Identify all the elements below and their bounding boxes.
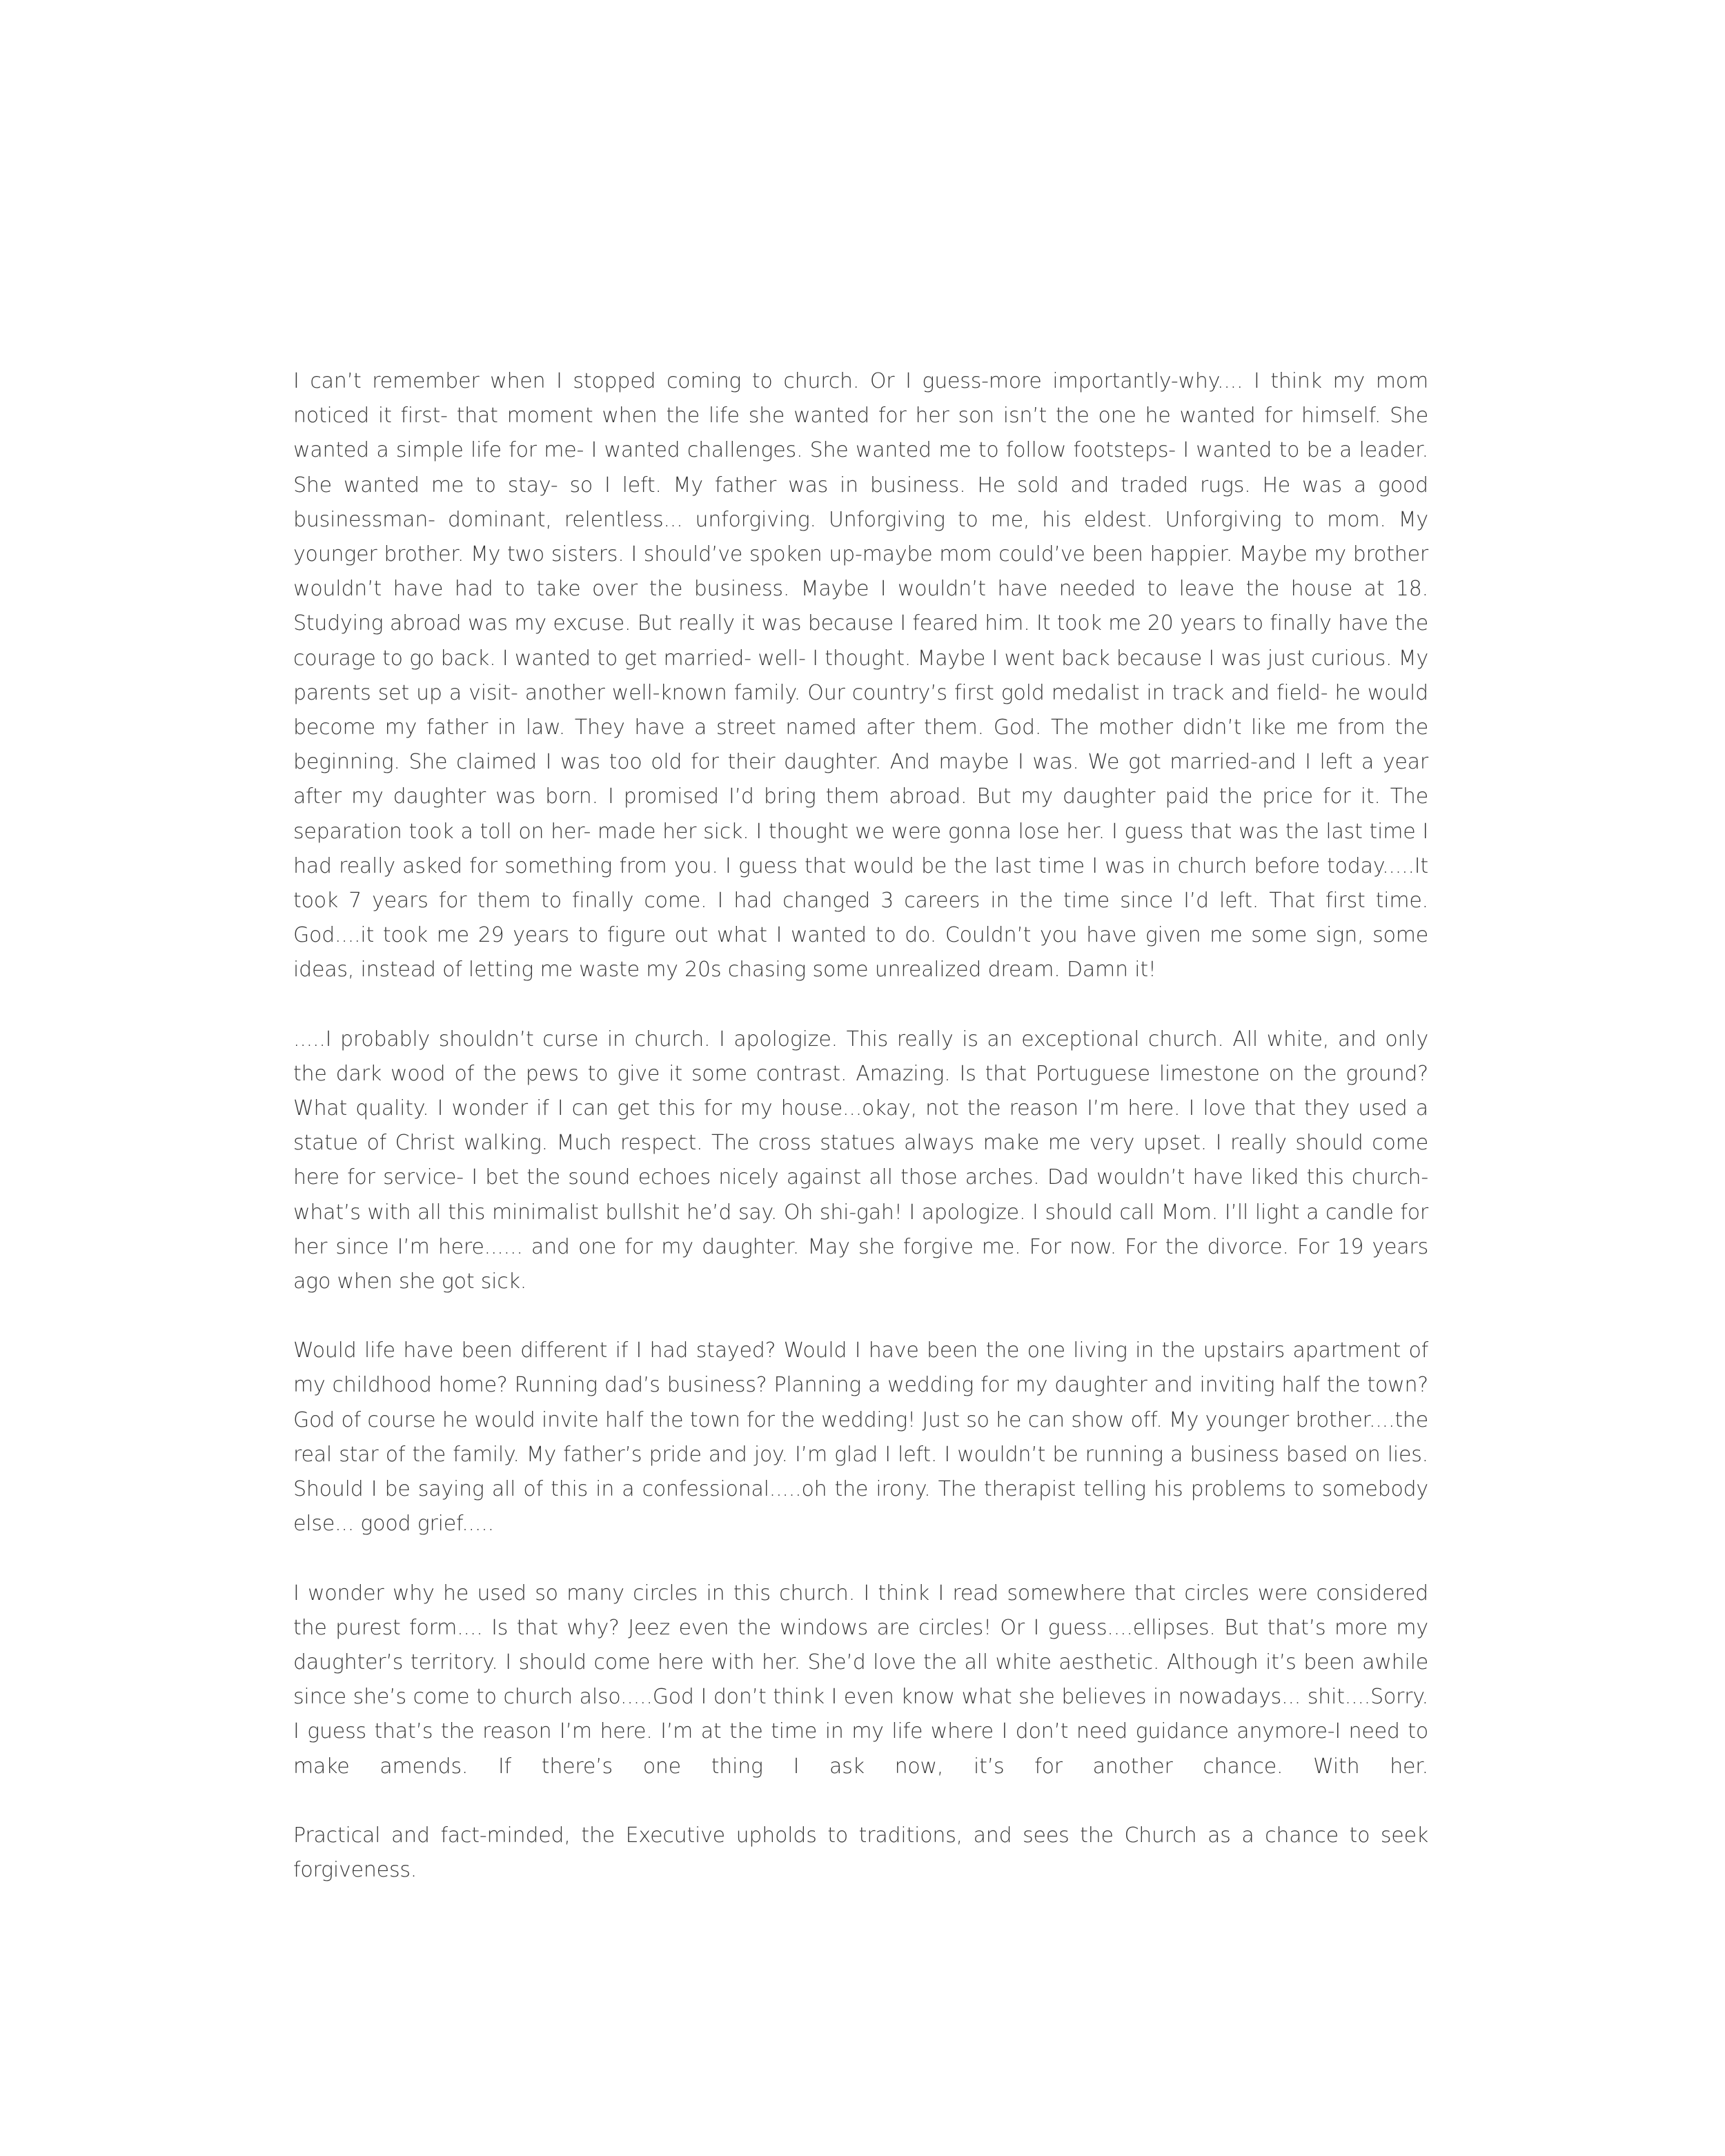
summary-paragraph: Practical and fact-minded, the Executive upholds to traditions, and sees the Church as a chance to seek forgiveness. — [293, 1823, 1428, 1882]
body-text — [293, 364, 1428, 1888]
paragraph-4: I wonder why he used so many circles in this church. I think I read somewhere that circles were considered the purest form.... Is that why? Jeez even the windows are circles! Or I guess....ellipses. But that’s more my daughter’s territory. I should come here with her. She’d love the all white aesthetic. Although it’s been awhile since she’s come to church also.....God I don’t think I even know what she believes in nowadays... shit....Sorry. I guess that’s the reason I’m here. I’m at the time in my life where I don’t need guidance anymore-I need to make amends. If there’s one thing I ask now, it’s for another chance. With her. — [293, 1581, 1428, 1779]
paragraph-2: .....I probably shouldn’t curse in church. I apologize. This really is an exceptional church. All white, and only the dark wood of the pews to give it some contrast. Amazing. Is that Portuguese limestone on the ground? What quality. I wonder if I can get this for my house...okay, not the reason I’m here. I love that they used a statue of Christ walking. Much respect. The cross statues always make me very upset. I really should come here for service- I bet the sound echoes nicely against all those arches. Dad wouldn’t have liked this church- what’s with all this minimalist bullshit he’d say. Oh shi-gah! I apologize. I should call Mom. I’ll light a candle for her since I’m here...... and one for my daughter. May she forgive me. For now. For the divorce. For 19 years ago when she got sick. — [293, 1027, 1428, 1294]
paragraph-1: I can’t remember when I stopped coming to church. Or I guess-more importantly-why.... I think my mom noticed it first- that moment when the life she wanted for her son isn’t the one he wanted for himself. She wanted a simple life for me- I wanted challenges. She wanted me to follow footsteps- I wanted to be a leader. She wanted me to stay- so I left. My father was in business. He sold and traded rugs. He was a good businessman- dominant, relentless... unforgiving. Unforgiving to me, his eldest. Unforgiving to mom. My younger brother. My two sisters. I should’ve spoken up-maybe mom could’ve been happier. Maybe my brother wouldn’t have had to take over the business. Maybe I wouldn’t have needed to leave the house at 18. Studying abroad was my excuse. But really it was because I feared him. It took me 20 years to finally have the courage to go back. I wanted to get married- well- I thought. Maybe I went back because I was just curious. My parents set up a visit- another well-known family. Our country’s first gold medalist in track and field- he would become my father in law. They have a street named after them. God. The mother didn’t like me from the beginning. She claimed I was too old for their daughter. And maybe I was. We got married-and I left a year after my daughter was born. I promised I’d bring them abroad. But my daughter paid the price for it. The separation took a toll on her- made her sick. I thought we were gonna lose her. I guess that was the last time I had really asked for something from you. I guess that would be the last time I was in church before today.....It took 7 years for them to finally come. I had changed 3 careers in the time since I’d left. That first time. God....it took me 29 years to figure out what I wanted to do. Couldn’t you have given me some sign, some ideas, instead of letting me waste my 20s chasing some unrealized dream. Damn it! — [293, 369, 1428, 982]
paragraph-3: Would life have been different if I had stayed? Would I have been the one living in the upstairs apartment of my childhood home? Running dad’s business? Planning a wedding for my daughter and inviting half the town? God of course he would invite half the town for the wedding! Just so he can show off. My younger brother....the real star of the family. My father’s pride and joy. I’m glad I left. I wouldn’t be running a business based on lies. Should I be saying all of this in a confessional.....oh the irony. The therapist telling his problems to somebody else... good grief..... — [293, 1338, 1428, 1536]
